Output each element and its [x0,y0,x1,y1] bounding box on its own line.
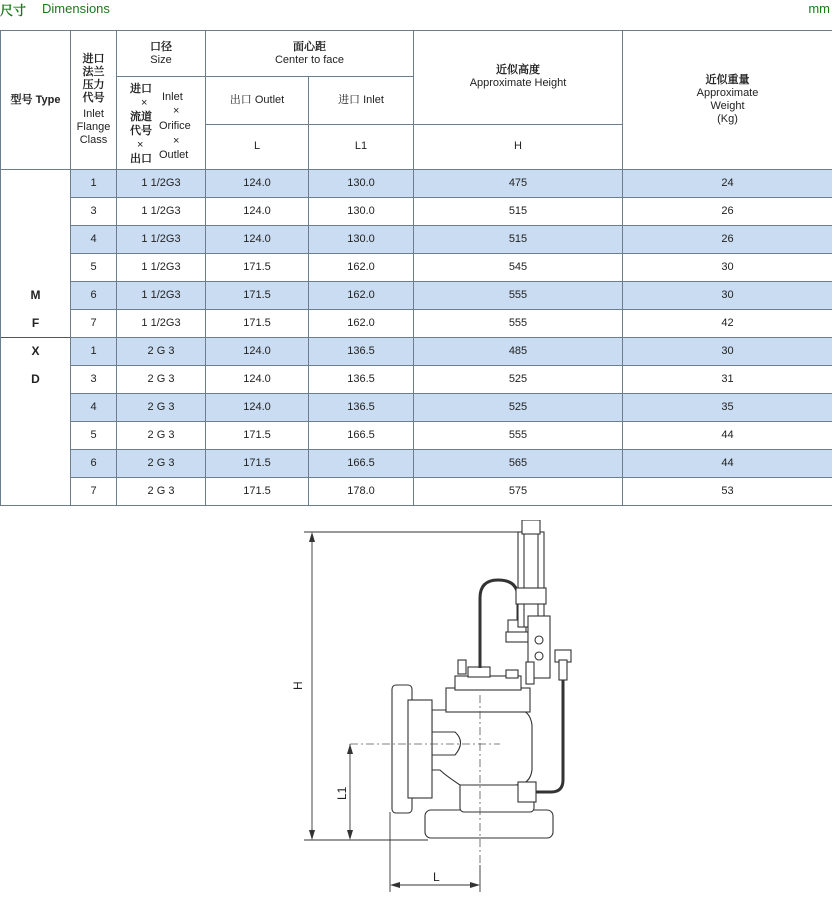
cell-l: 171.5 [206,478,309,506]
cell-size: 1 1/2G3 [117,254,206,282]
type-cell [1,450,71,478]
type-cell [1,170,71,198]
table-row [1,478,832,506]
cell-cls: 6 [71,282,117,310]
type-cell [1,422,71,450]
dim-label-h: H [291,681,305,690]
cell-l: 171.5 [206,422,309,450]
cell-size: 2 G 3 [117,450,206,478]
header-inlet-flange-class: 进口 法兰 压力 代号 Inlet Flange Class [71,31,117,170]
cell-l: 171.5 [206,254,309,282]
cell-w: 30 [623,282,832,310]
header-weight: 近似重量 Approximate Weight (Kg) [623,31,832,170]
cell-w: 26 [623,226,832,254]
cell-w: 30 [623,254,832,282]
header-symbol-l1: L1 [309,124,414,170]
cell-cls: 7 [71,478,117,506]
cell-l1: 136.5 [309,366,414,394]
cell-size: 1 1/2G3 [117,310,206,338]
type-cell [1,254,71,282]
cell-cls: 4 [71,394,117,422]
header-center-to-face: 面心距 Center to face [206,31,414,77]
type-cell [1,226,71,254]
cell-l: 171.5 [206,310,309,338]
cell-l1: 162.0 [309,310,414,338]
header-inlet: 进口 Inlet [309,77,414,125]
dimensions-table [0,30,832,506]
cell-h: 575 [414,478,623,506]
cell-size: 2 G 3 [117,366,206,394]
cell-size: 1 1/2G3 [117,282,206,310]
cell-l1: 130.0 [309,198,414,226]
type-cell: M [1,282,71,310]
cell-l1: 130.0 [309,226,414,254]
cell-l1: 136.5 [309,394,414,422]
type-cell [1,198,71,226]
header-symbol-l: L [206,124,309,170]
dim-label-l: L [433,870,440,884]
header-outlet: 出口 Outlet [206,77,309,125]
cell-l: 124.0 [206,338,309,366]
cell-h: 555 [414,310,623,338]
cell-w: 44 [623,422,832,450]
cell-w: 53 [623,478,832,506]
type-cell: X [1,338,71,366]
table-row [1,170,832,198]
header-type: 型号 Type [1,31,71,170]
cell-l1: 136.5 [309,338,414,366]
cell-l: 124.0 [206,366,309,394]
cell-l1: 162.0 [309,254,414,282]
cell-w: 31 [623,366,832,394]
valve-drawing [280,520,580,895]
cell-cls: 7 [71,310,117,338]
header-size-breakdown: 进口 Inlet × × 流道 Orifice 代号 × × Outlet 出口 [117,77,206,170]
title-en: Dimensions [42,1,110,16]
table-row [1,198,832,226]
cell-size: 1 1/2G3 [117,170,206,198]
cell-cls: 1 [71,338,117,366]
header-height: 近似高度 Approximate Height [414,31,623,125]
unit-label: mm [808,1,830,16]
type-cell: D [1,366,71,394]
cell-w: 42 [623,310,832,338]
cell-h: 525 [414,394,623,422]
cell-cls: 3 [71,198,117,226]
title-cn: 尺寸 [0,3,27,18]
cell-w: 26 [623,198,832,226]
cell-w: 44 [623,450,832,478]
cell-l1: 178.0 [309,478,414,506]
table-row [1,422,832,450]
cell-h: 515 [414,198,623,226]
cell-size: 1 1/2G3 [117,226,206,254]
cell-h: 475 [414,170,623,198]
cell-size: 2 G 3 [117,338,206,366]
cell-cls: 4 [71,226,117,254]
cell-l1: 130.0 [309,170,414,198]
table-row [1,254,832,282]
cell-size: 1 1/2G3 [117,198,206,226]
cell-w: 24 [623,170,832,198]
table-row [1,226,832,254]
cell-size: 2 G 3 [117,422,206,450]
table-body [1,170,832,506]
cell-l: 171.5 [206,282,309,310]
table-row [1,394,832,422]
cell-h: 555 [414,282,623,310]
type-cell [1,478,71,506]
cell-l: 124.0 [206,170,309,198]
cell-cls: 3 [71,366,117,394]
cell-cls: 5 [71,254,117,282]
type-cell: F [1,310,71,338]
cell-w: 30 [623,338,832,366]
cell-h: 515 [414,226,623,254]
cell-h: 485 [414,338,623,366]
header-size: 口径 Size [117,31,206,77]
cell-h: 545 [414,254,623,282]
cell-size: 2 G 3 [117,394,206,422]
table-row [1,366,832,394]
cell-l: 124.0 [206,226,309,254]
table-row [1,338,832,366]
cell-l: 124.0 [206,198,309,226]
header-symbol-h: H [414,124,623,170]
cell-l: 124.0 [206,394,309,422]
page-header [0,0,832,22]
table-row [1,450,832,478]
cell-cls: 5 [71,422,117,450]
table-row [1,282,832,310]
cell-h: 565 [414,450,623,478]
cell-cls: 1 [71,170,117,198]
cell-l: 171.5 [206,450,309,478]
cell-l1: 166.5 [309,450,414,478]
cell-h: 525 [414,366,623,394]
type-cell [1,394,71,422]
cell-l1: 166.5 [309,422,414,450]
cell-w: 35 [623,394,832,422]
cell-size: 2 G 3 [117,478,206,506]
cell-cls: 6 [71,450,117,478]
dim-label-l1: L1 [335,786,349,800]
table-row [1,310,832,338]
cell-h: 555 [414,422,623,450]
cell-l1: 162.0 [309,282,414,310]
